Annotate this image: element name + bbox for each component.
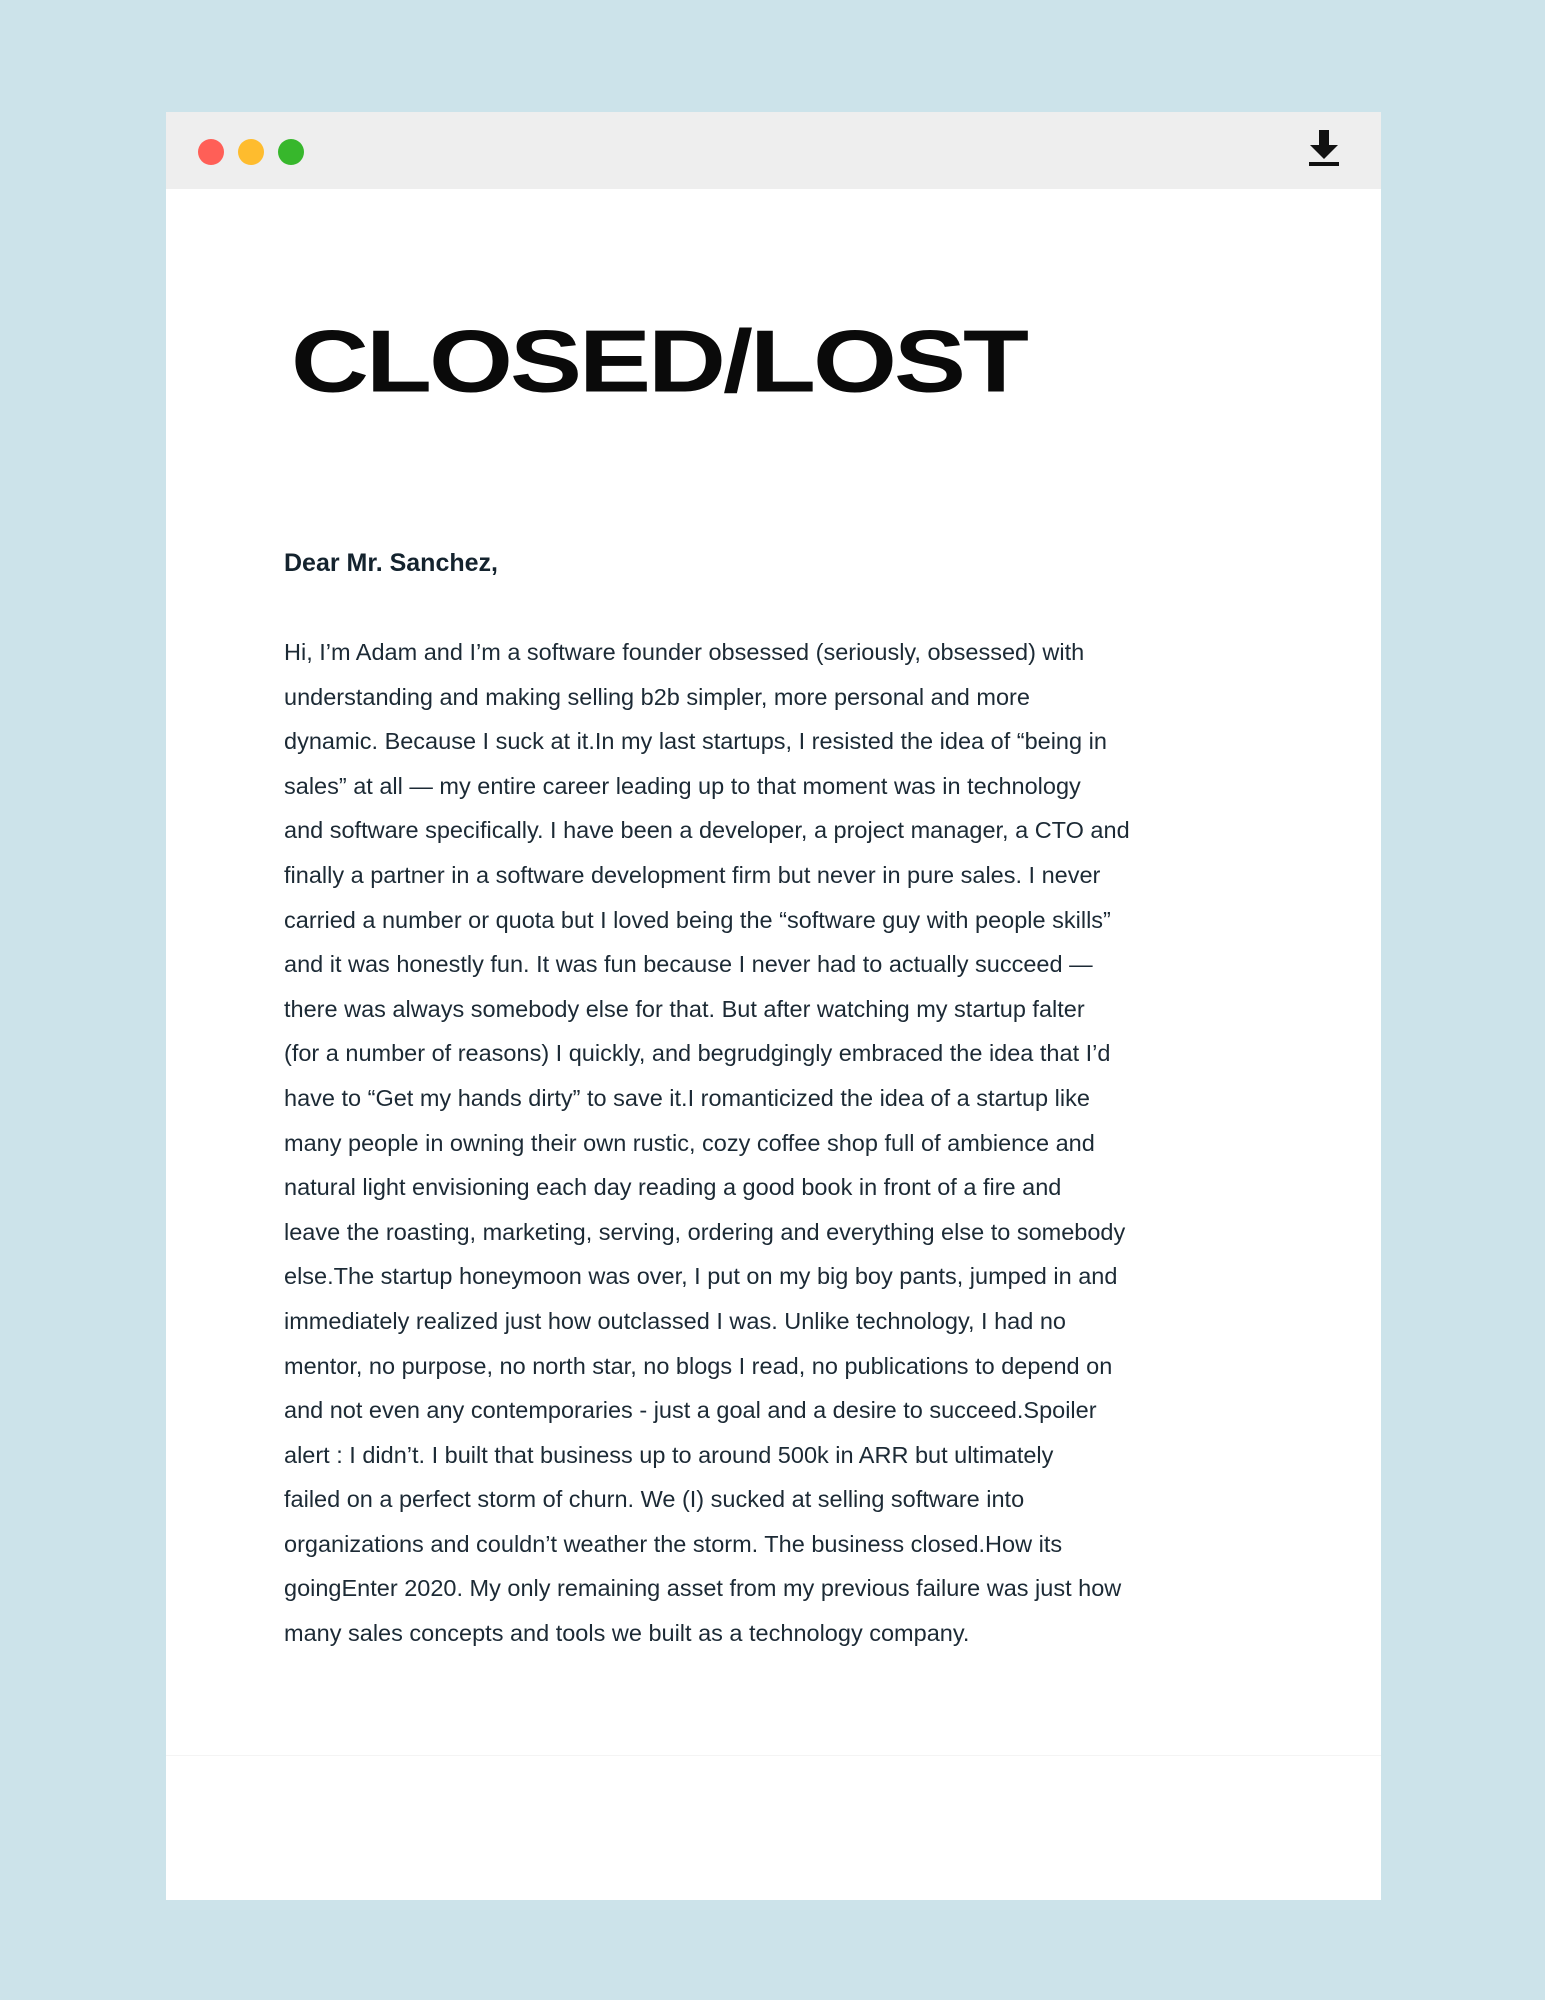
body-line: and not even any contemporaries - just a goal and a desire to succeed.Spoiler (284, 1397, 1097, 1424)
body-line: and software specifically. I have been a developer, a project manager, a CTO and (284, 817, 1130, 844)
body-line: many sales concepts and tools we built as a technology company. (284, 1620, 970, 1647)
page-title: CLOSED/LOST (291, 311, 1027, 411)
body-line: Hi, I’m Adam and I’m a software founder obsessed (seriously, obsessed) with (284, 639, 1085, 665)
page-footer-area (166, 1755, 1381, 1901)
body-line: dynamic. Because I suck at it.In my last startups, I resisted the idea of “being in (284, 728, 1107, 755)
body-line: and it was honestly fun. It was fun because I never had to actually succeed — (284, 951, 1093, 978)
letter-body (284, 630, 1130, 1656)
maximize-button[interactable] (278, 139, 304, 165)
body-line: there was always somebody else for that. But after watching my startup falter (284, 995, 1085, 1022)
browser-window (166, 112, 1381, 1900)
body-line: else.The startup honeymoon was over, I put on my big boy pants, jumped in and (284, 1263, 1118, 1290)
body-line: understanding and making selling b2b simpler, more personal and more (284, 683, 1030, 710)
body-line: immediately realized just how outclassed I was. Unlike technology, I had no (284, 1307, 1066, 1334)
body-line: sales” at all — my entire career leading up to that moment was in technology (284, 772, 1081, 799)
download-icon[interactable] (1307, 128, 1341, 168)
body-line: organizations and couldn’t weather the storm. The business closed.How its (284, 1530, 1063, 1557)
body-line: (for a number of reasons) I quickly, and begrudgingly embraced the idea that I’d (284, 1040, 1111, 1067)
close-button[interactable] (198, 139, 224, 165)
body-line: have to “Get my hands dirty” to save it.I romanticized the idea of a startup like (284, 1084, 1090, 1111)
minimize-button[interactable] (238, 139, 264, 165)
body-line: leave the roasting, marketing, serving, ordering and everything else to somebody (284, 1218, 1126, 1245)
body-line: mentor, no purpose, no north star, no blogs I read, no publications to depend on (284, 1352, 1113, 1379)
body-line: finally a partner in a software development firm but never in pure sales. I never (284, 861, 1101, 888)
title-bar (166, 112, 1381, 189)
body-line: goingEnter 2020. My only remaining asset from my previous failure was just how (284, 1575, 1122, 1602)
body-line: alert : I didn’t. I built that business up to around 500k in ARR but ultimately (284, 1441, 1054, 1468)
body-line: failed on a perfect storm of churn. We (I) sucked at selling software into (284, 1486, 1025, 1513)
body-line: many people in owning their own rustic, cozy coffee shop full of ambience and (284, 1129, 1095, 1156)
body-line: natural light envisioning each day reading a good book in front of a fire and (284, 1174, 1062, 1201)
letter-greeting: Dear Mr. Sanchez, (284, 549, 498, 577)
body-line: carried a number or quota but I loved being the “software guy with people skills” (284, 906, 1111, 933)
